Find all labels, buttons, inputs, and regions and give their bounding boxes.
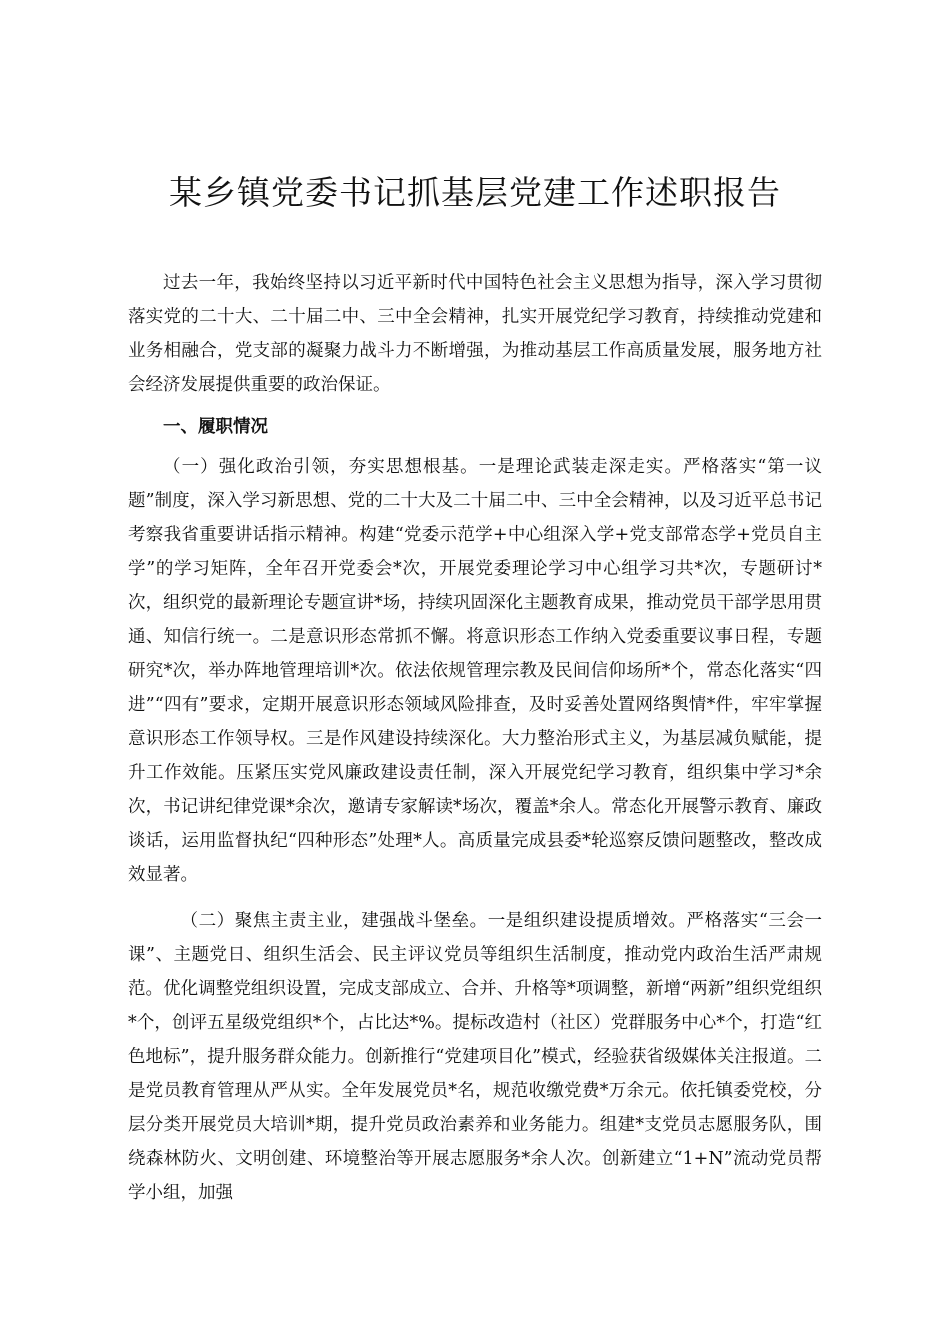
document-title: 某乡镇党委书记抓基层党建工作述职报告 <box>169 173 781 212</box>
paragraph-political-guidance: （一）强化政治引领，夯实思想根基。一是理论武装走深走实。严格落实“第一议题”制度，深入学习新思想、党的二十大及二十届二中、三中全会精神，以及习近平总书记考察我省重要讲话指示精神。构建“党委示范学+中心组深入学+党支部常态学+党员自主学”的学习矩阵，全年召开党委会*次，开展党委理论学习中心组学习共*次，专题研讨*次，组织党的最新理论专题宣讲*场，持续巩固深化主题教育成果，推动党员干部学思用贯通、知信行统一。二是意识形态常抓不懈。将意识形态工作纳入党委重要议事日程，专题研究*次，举办阵地管理培训*次。依法依规管理宗教及民间信仰场所*个，常态化落实“四进”“四有”要求，定期开展意识形态领域风险排查，及时妥善处置网络舆情*件，牢牢掌握意识形态工作领导权。三是作风建设持续深化。大力整治形式主义，为基层减负赋能，提升工作效能。压紧压实党风廉政建设责任制，深入开展党纪学习教育，组织集中学习*余次，书记讲纪律党课*余次，邀请专家解读*场次，覆盖*余人。常态化开展警示教育、廉政谈话，运用监督执纪“四种形态”处理*人。高质量完成县委*轮巡察反馈问题整改，整改成效显著。 <box>128 457 822 885</box>
intro-paragraph: 过去一年，我始终坚持以习近平新时代中国特色社会主义思想为指导，深入学习贯彻落实党的二十大、二十届二中、三中全会精神，扎实开展党纪学习教育，持续推动党建和业务相融合，党支部的凝聚力战斗力不断增强，为推动基层工作高质量发展，服务地方社会经济发展提供重要的政治保证。 <box>128 273 822 395</box>
section-heading: 一、履职情况 <box>163 417 268 437</box>
paragraph-organization-building: （二）聚焦主责主业，建强战斗堡垒。一是组织建设提质增效。严格落实“三会一课”、主题党日、组织生活会、民主评议党员等组织生活制度，推动党内政治生活严肃规范。优化调整党组织设置，完成支部成立、合并、升格等*项调整，新增“两新”组织党组织*个，创评五星级党组织*个，占比达*%。提标改造村（社区）党群服务中心*个，打造“红色地标”，提升服务群众能力。创新推行“党建项目化”模式，经验获省级媒体关注报道。二是党员教育管理从严从实。全年发展党员*名，规范收缴党费*万余元。依托镇委党校，分层分类开展党员大培训*期，提升党员政治素养和业务能力。组建*支党员志愿服务队，围绕森林防火、文明创建、环境整治等开展志愿服务*余人次。创新建立“1+N”流动党员帮学小组，加强 <box>128 911 822 1203</box>
